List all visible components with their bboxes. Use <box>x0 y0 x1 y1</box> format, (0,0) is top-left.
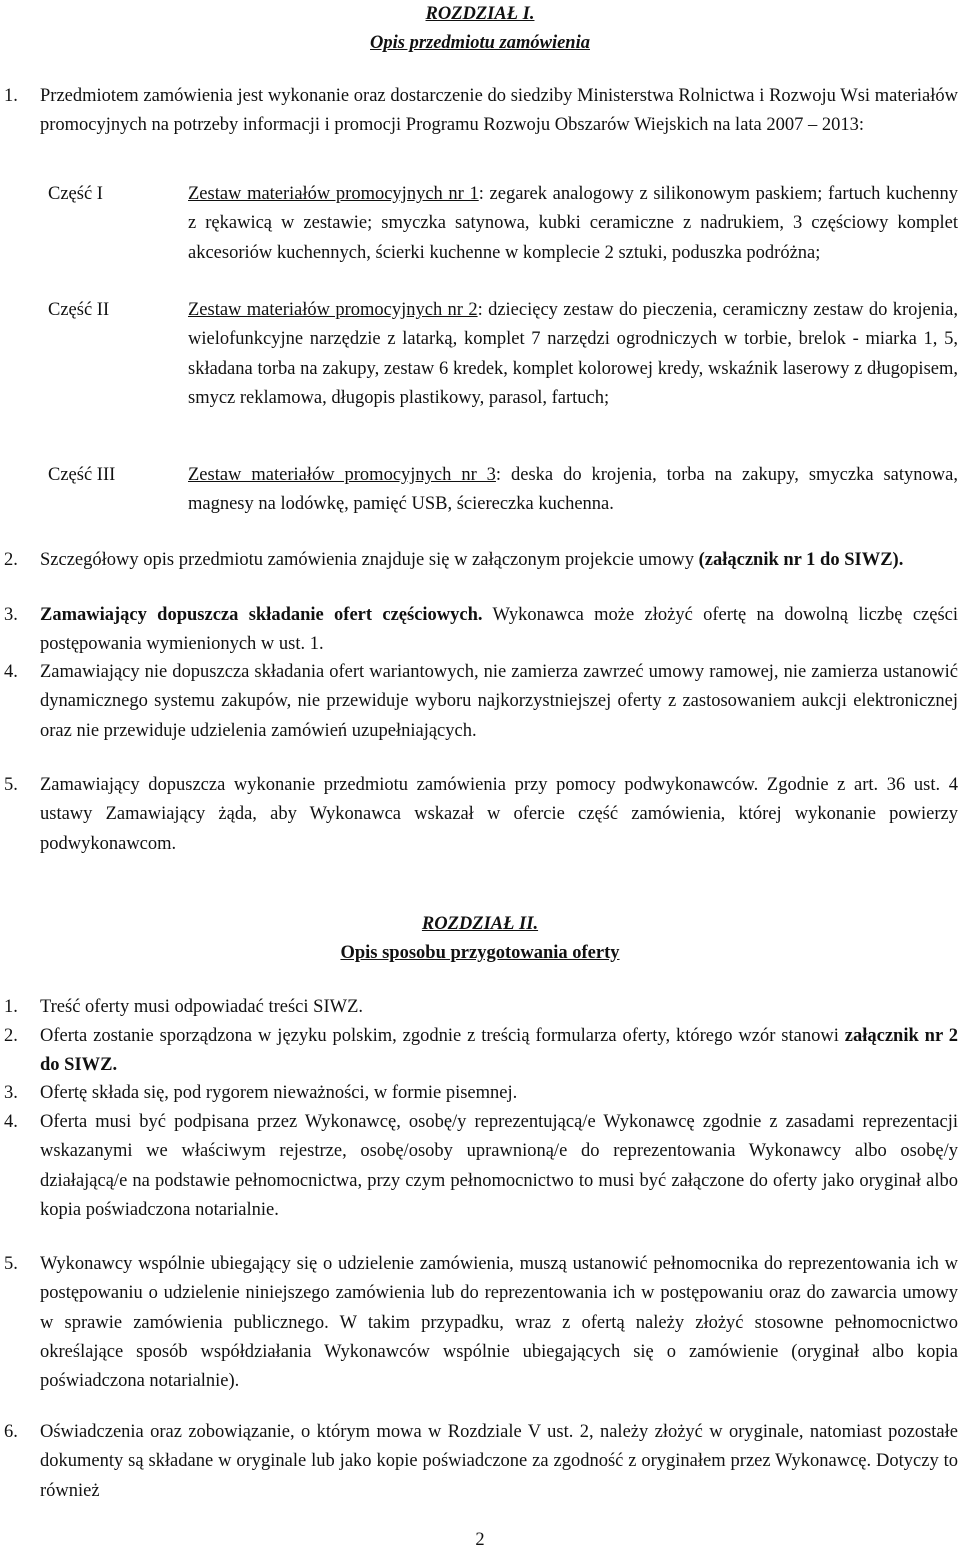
item-number: 4. <box>4 1112 18 1132</box>
part-lead: Zestaw materiałów promocyjnych nr 2 <box>188 300 478 320</box>
item-text-bold: (załącznik nr 1 do SIWZ). <box>698 550 904 570</box>
section-1-item-3 <box>4 601 958 660</box>
part-text <box>188 296 958 413</box>
part-3 <box>48 461 958 520</box>
item-text: Wykonawcy wspólnie ubiegający się o udzielenie zamówienia, muszą ustanowić pełnomocnika do reprezentowania ich w postępowaniu o udzielenie niniejszego zamówienia lub do reprezentowania ich w postępowaniu oraz do zawarcia umowy w sprawie zamówienia publicznego. W takim przypadku, wraz z ofertą należy złożyć stosowne pełnomocnictwo określające sposób współdziałania Wykonawców wspólnie ubiegających się o zamówienie (oryginał albo kopia poświadczona notarialnie). <box>40 1254 958 1392</box>
part-text <box>188 461 958 520</box>
item-number: 4. <box>4 662 18 682</box>
item-text <box>40 546 958 575</box>
item-text <box>40 601 958 660</box>
item-number: 1. <box>4 86 18 106</box>
page-number: 2 <box>475 1530 485 1550</box>
part-label: Część III <box>48 465 116 485</box>
section-2-item-5 <box>4 1250 958 1396</box>
part-lead: Zestaw materiałów promocyjnych nr 1 <box>188 184 479 204</box>
item-number: 3. <box>4 1083 18 1103</box>
section-1-title: ROZDZIAŁ I. <box>425 4 535 24</box>
item-text-plain: Szczegółowy opis przedmiotu zamówienia znajduje się w załączonym projekcie umowy <box>40 550 699 570</box>
section-2-item-3 <box>4 1079 958 1108</box>
section-2-item-6 <box>4 1418 958 1506</box>
section-1-item-5 <box>4 771 958 859</box>
item-text-plain: Oferta zostanie sporządzona w języku polskim, zgodnie z treścią formularza oferty, którego wzór stanowi <box>40 1026 845 1046</box>
item-number: 6. <box>4 1422 18 1442</box>
item-text: Treść oferty musi odpowiadać treści SIWZ. <box>40 997 363 1017</box>
part-description: : deska do krojenia, torba na zakupy, smyczka satynowa, magnesy na lodówkę, pamięć USB, ściereczka kuchenna. <box>188 465 958 515</box>
section-2-title: ROZDZIAŁ II. <box>421 914 539 934</box>
section-1-item-1 <box>4 82 958 141</box>
item-number: 2. <box>4 550 18 570</box>
item-number: 5. <box>4 1254 18 1274</box>
item-text: Zamawiający nie dopuszcza składania ofert wariantowych, nie zamierza zawrzeć umowy ramowej, nie zamierza ustanowić dynamicznego systemu zakupów, nie przewiduje wyboru najkorzystniejszej oferty z zastosowaniem aukcji elektronicznej oraz nie przewiduje udzielenia zamówień uzupełniających. <box>40 662 958 741</box>
item-text: Ofertę składa się, pod rygorem nieważności, w formie pisemnej. <box>40 1083 518 1103</box>
item-text <box>40 1022 958 1081</box>
section-1-item-4 <box>4 658 958 746</box>
part-1 <box>48 180 958 268</box>
section-1-subtitle: Opis przedmiotu zamówienia <box>370 33 590 53</box>
item-text: Oferta musi być podpisana przez Wykonawcę, osobę/y reprezentującą/e Wykonawcę zgodnie z zasadami reprezentacji wskazanymi we właściwym rejestrze, osobę/osoby uprawnioną/e do reprezentowania Wykonawcy albo osobę/y działającą/e na podstawie pełnomocnictwa, przy czym pełnomocnictwo to musi być załączone do oferty jako oryginał albo kopia poświadczona notarialnie. <box>40 1112 958 1220</box>
section-2-subtitle: Opis sposobu przygotowania oferty <box>340 943 620 963</box>
part-lead: Zestaw materiałów promocyjnych nr 3 <box>188 465 496 485</box>
part-text <box>188 180 958 268</box>
section-2-item-1 <box>4 993 958 1022</box>
item-text: Zamawiający dopuszcza wykonanie przedmiotu zamówienia przy pomocy podwykonawców. Zgodnie z art. 36 ust. 4 ustawy Zamawiający żąda, aby Wykonawca wskazał w ofercie część zamówienia, której wykonanie powierzy podwykonawcom. <box>40 775 958 854</box>
section-2-item-4 <box>4 1108 958 1225</box>
part-description: : zegarek analogowy z silikonowym paskiem; fartuch kuchenny z rękawicą w zestawie; smyczka satynowa, kubki ceramiczne z nadrukiem, 3 częściowy komplet akcesoriów kuchennych, ścierki kuchenne w komplecie 2 sztuki, poduszka podróżna; <box>188 184 958 263</box>
part-description: : dziecięcy zestaw do pieczenia, ceramiczny zestaw do krojenia, wielofunkcyjne narzędzie z latarką, komplet 7 narzędzi ogrodniczych w torbie, brelok - miarka 1, 5, składana torba na zakupy, zestaw 6 kredek, komplet kolorowej kredy, wskaźnik laserowy z długopisem, smycz reklamowa, długopis plastikowy, parasol, fartuch; <box>188 300 958 408</box>
item-number: 2. <box>4 1026 18 1046</box>
item-number: 3. <box>4 605 18 625</box>
part-label: Część II <box>48 300 110 320</box>
part-label: Część I <box>48 184 103 204</box>
item-text-bold: Zamawiający dopuszcza składanie ofert częściowych. <box>40 605 483 625</box>
item-text-plain: Wykonawca może złożyć ofertę na dowolną liczbę części postępowania wymienionych w ust. 1. <box>40 605 958 655</box>
item-text: Przedmiotem zamówienia jest wykonanie oraz dostarczenie do siedziby Ministerstwa Rolnictwa i Rozwoju Wsi materiałów promocyjnych na potrzeby informacji i promocji Programu Rozwoju Obszarów Wiejskich na lata 2007 – 2013: <box>40 86 958 136</box>
section-2-item-2 <box>4 1022 958 1081</box>
item-number: 1. <box>4 997 18 1017</box>
item-number: 5. <box>4 775 18 795</box>
item-text-bold: załącznik nr 2 do SIWZ. <box>40 1026 958 1076</box>
item-text: Oświadczenia oraz zobowiązanie, o którym mowa w Rozdziale V ust. 2, należy złożyć w oryginale, natomiast pozostałe dokumenty są składane w oryginale lub jako kopie poświadczone za zgodność z oryginałem przez Wykonawcę. Dotyczy to również <box>40 1422 958 1501</box>
part-2 <box>48 296 958 413</box>
section-1-item-2 <box>4 546 958 575</box>
